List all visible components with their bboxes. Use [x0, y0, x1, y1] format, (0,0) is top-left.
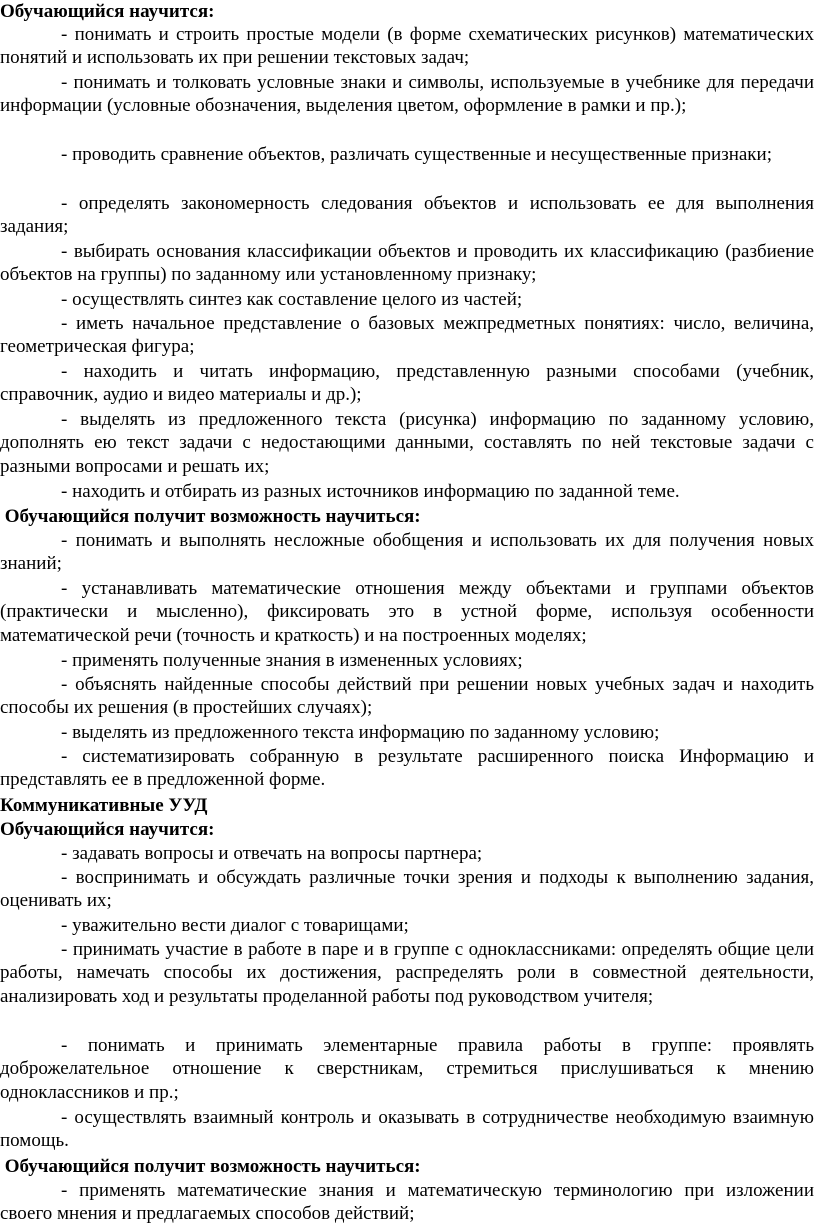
list-item: - принимать участие в работе в паре и в группе с одноклассниками: определять общие цели работы, намечать способы их достижения, распределять роли в совместной деятельности, анализировать ход и результаты проделанной работы под руководством учителя;: [0, 939, 814, 1007]
list-item: - понимать и принимать элементарные правила работы в группе: проявлять доброжелательное отношение к сверстникам, стремиться прислушиваться к мнению одноклассников и пр.;: [0, 1035, 814, 1103]
section-heading-opportunity: Обучающийся получит возможность научиться:: [0, 506, 421, 527]
section-heading-learns: Обучающийся научится:: [0, 819, 215, 840]
list-item: - задавать вопросы и отвечать на вопросы партнера;: [61, 843, 483, 864]
list-item: - понимать и выполнять несложные обобщения и использовать их для получения новых знаний;: [0, 530, 814, 575]
section-title-communicative: Коммуникативные УУД: [0, 795, 208, 816]
list-item: - иметь начальное представление о базовых межпредметных понятиях: число, величина, геометрическая фигура;: [0, 313, 814, 358]
list-item: - уважительно вести диалог с товарищами;: [61, 915, 409, 936]
list-item: - применять математические знания и математическую терминологию при изложении своего мнения и предлагаемых способов действий;: [0, 1180, 814, 1225]
list-item: - выделять из предложенного текста информацию по заданному условию;: [61, 722, 660, 743]
list-item: - находить и отбирать из разных источников информацию по заданной теме.: [61, 481, 680, 502]
list-item: - воспринимать и обсуждать различные точки зрения и подходы к выполнению задания, оценивать их;: [0, 867, 814, 912]
list-item: - применять полученные знания в измененных условиях;: [61, 650, 523, 671]
list-item: - объяснять найденные способы действий при решении новых учебных задач и находить способы их решения (в простейших случаях);: [0, 674, 814, 719]
list-item: - выбирать основания классификации объектов и проводить их классификацию (разбиение объектов на группы) по заданному или установленному признаку;: [0, 241, 814, 286]
list-item: - устанавливать математические отношения между объектами и группами объектов (практически и мысленно), фиксировать это в устной форме, используя особенности математической речи (точность и краткость) и на построенных моделях;: [0, 578, 814, 646]
list-item: - находить и читать информацию, представленную разными способами (учебник, справочник, аудио и видео материалы и др.);: [0, 361, 814, 406]
list-item: - понимать и толковать условные знаки и символы, используемые в учебнике для передачи информации (условные обозначения, выделения цветом, оформление в рамки и пр.);: [0, 72, 814, 117]
list-item: - систематизировать собранную в результате расширенного поиска Информацию и представлять ее в предложенной форме.: [0, 746, 814, 791]
list-item: - проводить сравнение объектов, различать существенные и несущественные признаки;: [61, 144, 772, 165]
list-item: - определять закономерность следования объектов и использовать ее для выполнения задания;: [0, 193, 814, 238]
list-item: - осуществлять синтез как составление целого из частей;: [61, 289, 523, 310]
list-item: - понимать и строить простые модели (в форме схематических рисунков) математических понятий и использовать их при решении текстовых задач;: [0, 24, 814, 69]
section-heading-learns: Обучающийся научится:: [0, 1, 215, 22]
section-heading-opportunity: Обучающийся получит возможность научиться:: [0, 1156, 421, 1177]
list-item: - осуществлять взаимный контроль и оказывать в сотрудничестве необходимую взаимную помощь.: [0, 1107, 814, 1152]
list-item: - выделять из предложенного текста (рисунка) информацию по заданному условию, дополнять ею текст задачи с недостающими данными, составлять по ней текстовые задачи с разными вопросами и решать их;: [0, 409, 814, 477]
